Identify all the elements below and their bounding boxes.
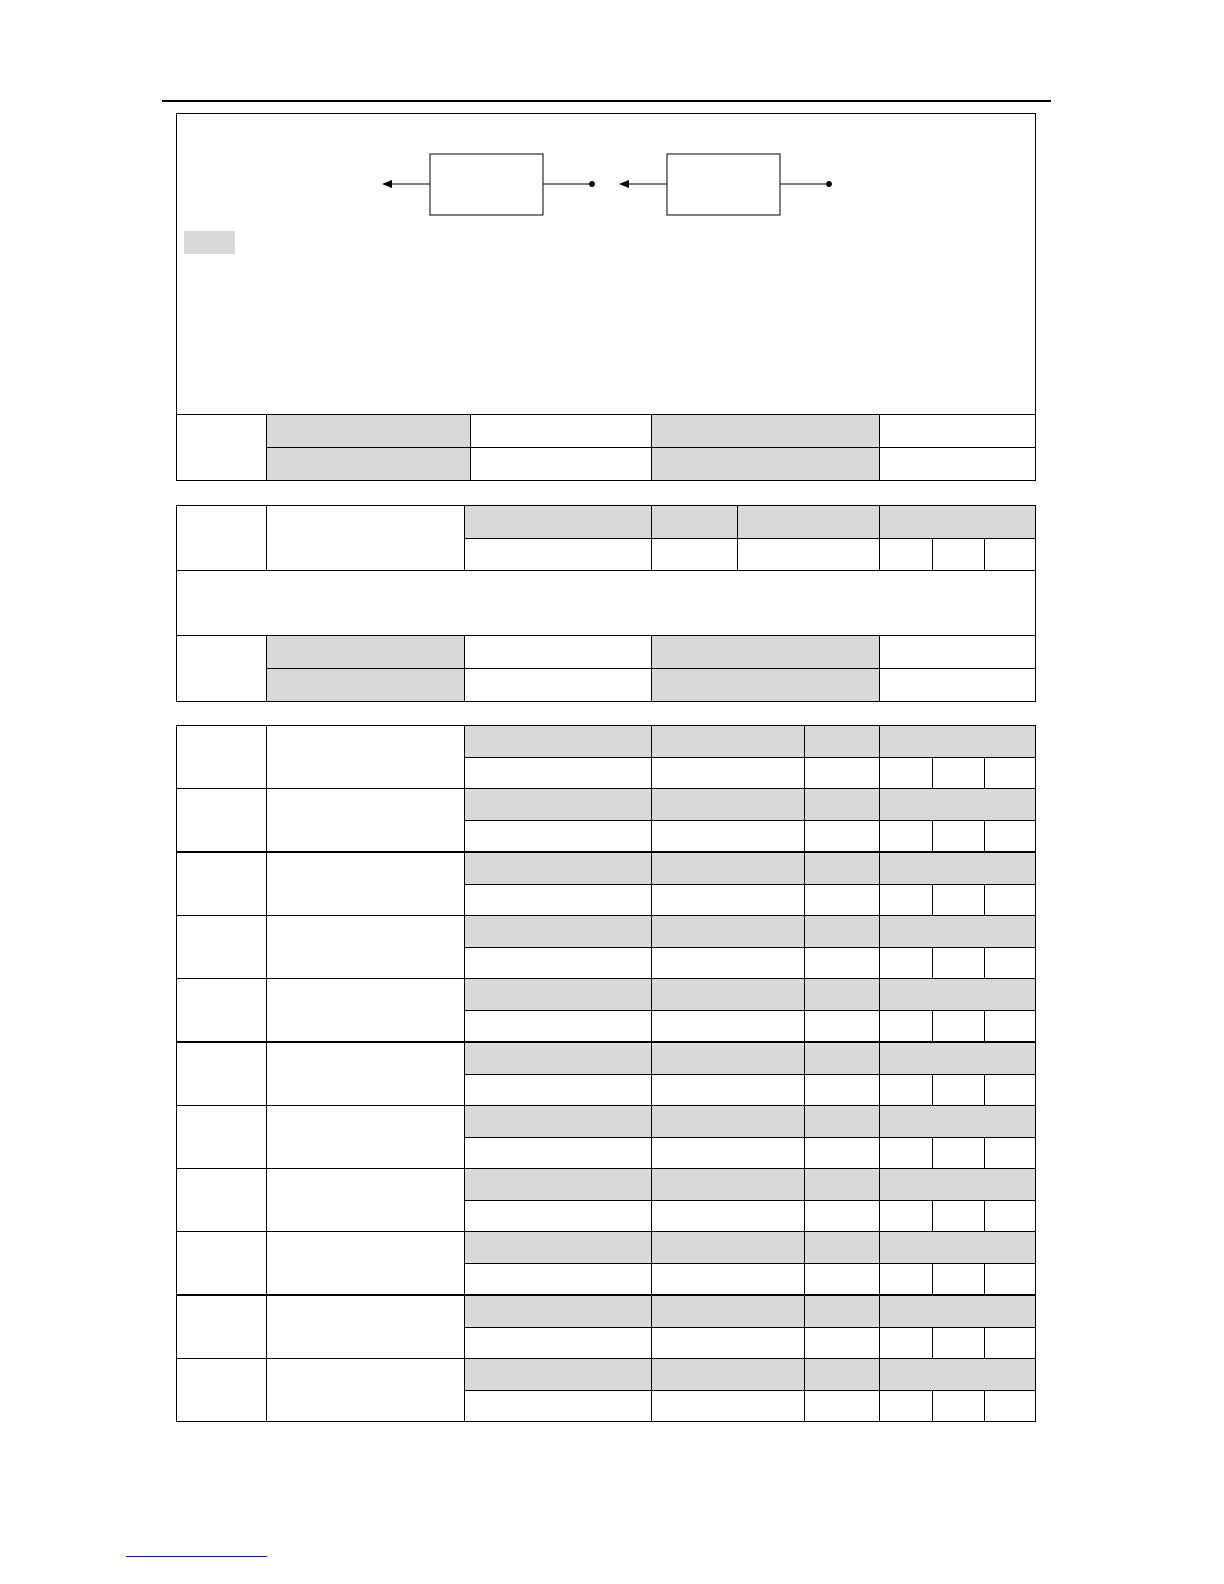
param-header-cell [464, 1295, 652, 1328]
t2-label-cell [266, 668, 465, 702]
param-header-cell [464, 1231, 652, 1264]
param-flag-cell [932, 1010, 985, 1042]
param-flag-cell [932, 1327, 985, 1359]
param-header-cell [464, 1168, 652, 1201]
param-value-cell [464, 757, 652, 789]
param-header-cell [804, 1105, 880, 1138]
param-header-cell [651, 1295, 805, 1328]
param-header-cell [651, 788, 805, 821]
t2-value-cell [464, 635, 652, 669]
t1-value-cell [879, 447, 1036, 481]
param-header-cell [651, 1231, 805, 1264]
param-value-cell [464, 1327, 652, 1359]
t2-value-cell [651, 538, 738, 571]
param-header-cell [879, 1231, 1036, 1264]
param-value-cell [464, 947, 652, 979]
t1-label-cell [266, 447, 471, 481]
param-flag-cell [879, 1390, 933, 1422]
param-flag-cell [932, 1263, 985, 1295]
param-header-cell [651, 1042, 805, 1075]
param-name-cell [266, 852, 465, 916]
param-flag-cell [984, 757, 1036, 789]
param-header-cell [464, 978, 652, 1011]
note-highlight [184, 231, 235, 254]
t1-label-cell [266, 414, 471, 448]
t2-row-header [176, 635, 267, 702]
param-name-cell [266, 1295, 465, 1359]
param-flag-cell [879, 1010, 933, 1042]
param-value-cell [804, 1010, 880, 1042]
t1-value-cell [470, 447, 652, 481]
t1-value-cell [879, 414, 1036, 448]
param-flag-cell [879, 757, 933, 789]
param-header-cell [464, 788, 652, 821]
param-value-cell [651, 947, 805, 979]
param-value-cell [804, 947, 880, 979]
param-header-cell [804, 915, 880, 948]
footnote-rule [126, 1556, 267, 1557]
param-header-cell [879, 1168, 1036, 1201]
param-value-cell [464, 820, 652, 852]
t1-value-cell [470, 414, 652, 448]
param-flag-cell [879, 1263, 933, 1295]
param-value-cell [651, 820, 805, 852]
param-header-cell [464, 725, 652, 758]
param-flag-cell [879, 947, 933, 979]
param-flag-cell [879, 1074, 933, 1106]
param-name-cell [266, 1168, 465, 1232]
param-code-cell [176, 1231, 267, 1295]
param-header-cell [879, 1105, 1036, 1138]
param-flag-cell [984, 1200, 1036, 1232]
t2-flag-cell [879, 538, 933, 571]
t2-value-cell [879, 668, 1036, 702]
param-header-cell [804, 1042, 880, 1075]
param-value-cell [651, 1327, 805, 1359]
param-code-cell [176, 1105, 267, 1169]
param-header-cell [879, 1295, 1036, 1328]
param-header-cell [651, 1168, 805, 1201]
param-header-cell [464, 1358, 652, 1391]
param-flag-cell [984, 1074, 1036, 1106]
t2-header-cell [464, 505, 652, 539]
t2-flag-cell [984, 538, 1036, 571]
param-code-cell [176, 1295, 267, 1359]
t2-label-cell [651, 668, 880, 702]
param-value-cell [464, 1074, 652, 1106]
param-header-cell [651, 1358, 805, 1391]
t2-header-cell [879, 505, 1036, 539]
param-header-cell [464, 1042, 652, 1075]
t2-value-cell [464, 538, 652, 571]
param-value-cell [804, 1390, 880, 1422]
param-flag-cell [879, 820, 933, 852]
param-name-cell [266, 788, 465, 852]
t2-header-cell [651, 505, 738, 539]
param-value-cell [804, 820, 880, 852]
param-value-cell [464, 1263, 652, 1295]
param-value-cell [651, 1074, 805, 1106]
param-value-cell [804, 1263, 880, 1295]
param-header-cell [804, 1358, 880, 1391]
param-flag-cell [984, 1137, 1036, 1169]
param-flag-cell [984, 820, 1036, 852]
t2-description-cell [176, 570, 1036, 636]
param-code-cell [176, 1168, 267, 1232]
param-value-cell [651, 884, 805, 916]
param-flag-cell [932, 1074, 985, 1106]
param-flag-cell [984, 1010, 1036, 1042]
param-value-cell [464, 1200, 652, 1232]
node-right [826, 181, 832, 187]
block-diagram [0, 0, 1224, 420]
param-name-cell [266, 978, 465, 1042]
param-code-cell [176, 1042, 267, 1106]
t2-header-cell [737, 505, 880, 539]
param-header-cell [879, 725, 1036, 758]
param-flag-cell [932, 947, 985, 979]
param-value-cell [804, 757, 880, 789]
param-header-cell [804, 1295, 880, 1328]
param-header-cell [879, 915, 1036, 948]
param-flag-cell [879, 884, 933, 916]
t2-code-cell [176, 505, 267, 571]
param-value-cell [651, 1010, 805, 1042]
param-header-cell [651, 915, 805, 948]
param-name-cell [266, 725, 465, 789]
param-flag-cell [932, 757, 985, 789]
block-left [430, 154, 543, 215]
param-header-cell [879, 852, 1036, 885]
param-header-cell [804, 1231, 880, 1264]
t2-label-cell [266, 635, 465, 669]
param-value-cell [804, 1200, 880, 1232]
param-code-cell [176, 852, 267, 916]
param-header-cell [879, 788, 1036, 821]
param-header-cell [804, 788, 880, 821]
param-code-cell [176, 978, 267, 1042]
param-value-cell [804, 884, 880, 916]
param-value-cell [651, 1200, 805, 1232]
param-header-cell [464, 915, 652, 948]
param-value-cell [804, 1327, 880, 1359]
param-value-cell [804, 1074, 880, 1106]
param-flag-cell [932, 1200, 985, 1232]
param-flag-cell [932, 820, 985, 852]
param-flag-cell [984, 1263, 1036, 1295]
param-code-cell [176, 725, 267, 789]
param-value-cell [804, 1137, 880, 1169]
param-flag-cell [984, 884, 1036, 916]
t2-label-cell [651, 635, 880, 669]
param-header-cell [804, 725, 880, 758]
t1-label-cell [651, 447, 880, 481]
param-name-cell [266, 1358, 465, 1422]
param-value-cell [651, 1137, 805, 1169]
param-value-cell [464, 1010, 652, 1042]
param-value-cell [651, 1390, 805, 1422]
t2-name-cell [266, 505, 465, 571]
param-header-cell [651, 978, 805, 1011]
param-header-cell [804, 1168, 880, 1201]
param-value-cell [464, 1390, 652, 1422]
param-flag-cell [879, 1200, 933, 1232]
node-left [589, 181, 595, 187]
param-flag-cell [932, 884, 985, 916]
param-header-cell [804, 978, 880, 1011]
param-flag-cell [984, 1390, 1036, 1422]
block-right [667, 154, 780, 215]
param-header-cell [804, 852, 880, 885]
param-flag-cell [879, 1327, 933, 1359]
param-flag-cell [932, 1137, 985, 1169]
param-value-cell [464, 884, 652, 916]
param-header-cell [651, 1105, 805, 1138]
param-header-cell [651, 725, 805, 758]
t2-flag-cell [932, 538, 985, 571]
param-flag-cell [879, 1137, 933, 1169]
param-value-cell [464, 1137, 652, 1169]
param-name-cell [266, 915, 465, 979]
t2-value-cell [464, 668, 652, 702]
t1-row-header [176, 414, 267, 481]
param-flag-cell [984, 947, 1036, 979]
param-name-cell [266, 1042, 465, 1106]
t2-value-cell [879, 635, 1036, 669]
param-header-cell [651, 852, 805, 885]
param-code-cell [176, 788, 267, 852]
t2-value-cell [737, 538, 880, 571]
param-flag-cell [932, 1390, 985, 1422]
param-header-cell [464, 1105, 652, 1138]
param-name-cell [266, 1231, 465, 1295]
param-header-cell [879, 978, 1036, 1011]
param-code-cell [176, 915, 267, 979]
t1-label-cell [651, 414, 880, 448]
param-header-cell [879, 1358, 1036, 1391]
param-name-cell [266, 1105, 465, 1169]
param-header-cell [879, 1042, 1036, 1075]
param-value-cell [651, 1263, 805, 1295]
param-flag-cell [984, 1327, 1036, 1359]
param-header-cell [464, 852, 652, 885]
param-code-cell [176, 1358, 267, 1422]
param-value-cell [651, 757, 805, 789]
